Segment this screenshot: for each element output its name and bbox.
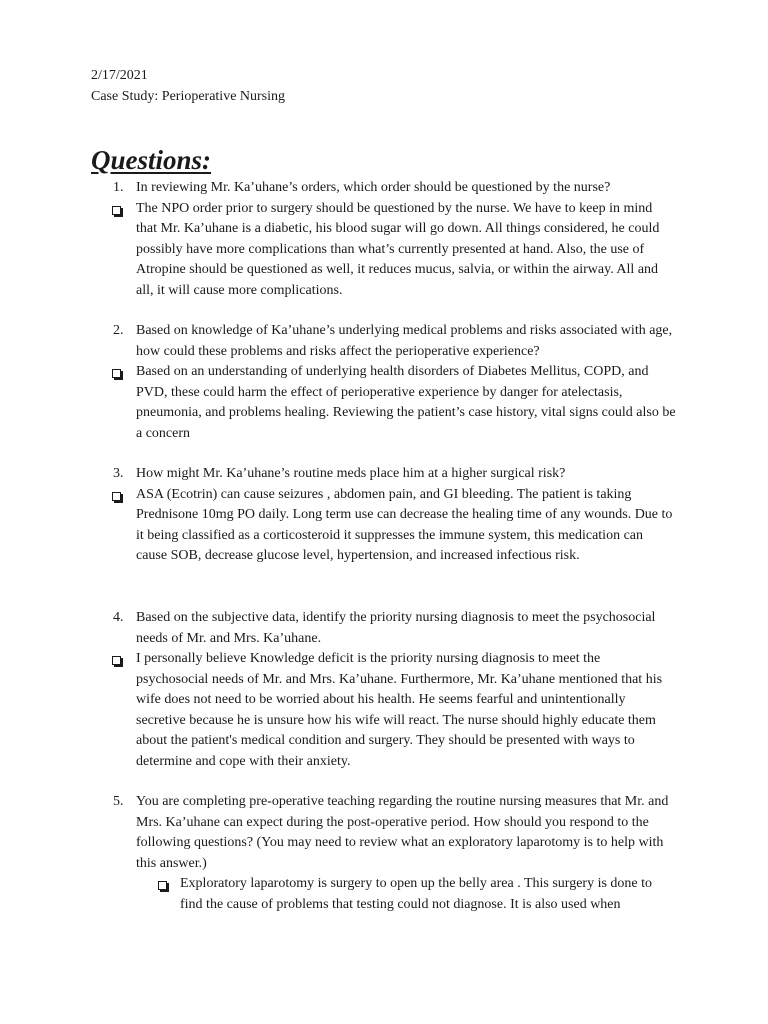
checkbox-bullet-icon: [112, 206, 121, 215]
answer-3: [0, 485, 768, 567]
document-title: Case Study: Perioperative Nursing: [91, 89, 286, 104]
checkbox-bullet-icon: [112, 492, 121, 501]
answer-text: Based on an understanding of underlying health disorders of Diabetes Mellitus, COPD, and PVD, these could harm the effect of perioperative experience by danger for atelectasis, pneumonia, and problems healing. Reviewing the patient’s case history, vital signs could also be a concern: [136, 364, 676, 441]
question-block-2: [0, 321, 768, 444]
question-2: [0, 321, 768, 362]
checkbox-bullet-icon: [112, 656, 121, 665]
question-text: You are completing pre-operative teaching regarding the routine nursing measures that Mr. and Mrs. Ka’uhane can expect during the post-operative period. How should you respond to the following questions? (You may need to review what an exploratory laparotomy is to help with this answer.): [136, 794, 669, 871]
question-number: 4.: [113, 610, 124, 625]
question-number: 5.: [113, 794, 124, 809]
answer-1: [0, 199, 768, 302]
checkbox-bullet-icon: [112, 369, 121, 378]
questions-heading: Questions:: [91, 145, 212, 175]
question-number: 1.: [113, 180, 124, 195]
answer-text: I personally believe Knowledge deficit is the priority nursing diagnosis to meet the psychosocial needs of Mr. and Mrs. Ka’uhane. Furthermore, Mr. Ka’uhane mentioned that his wife does not need to be worried about his health. He seems fearful and unintentionally secretive because he is unsure how his wife will react. The nurse should highly educate them about the patient's medical condition and surgery. They should be presented with ways to determine and cope with their anxiety.: [136, 651, 663, 769]
answer-5: [0, 874, 768, 915]
question-number: 3.: [113, 466, 124, 481]
checkbox-bullet-icon: [158, 881, 167, 890]
question-text: Based on the subjective data, identify the priority nursing diagnosis to meet the psychosocial needs of Mr. and Mrs. Ka’uhane.: [136, 610, 656, 646]
question-4: [0, 608, 768, 649]
question-block-1: [0, 178, 768, 301]
document-date: 2/17/2021: [91, 68, 148, 83]
question-block-5: [0, 792, 768, 915]
answer-4: [0, 649, 768, 772]
question-text: In reviewing Mr. Ka’uhane’s orders, which order should be questioned by the nurse?: [136, 180, 611, 195]
question-text: How might Mr. Ka’uhane’s routine meds place him at a higher surgical risk?: [136, 466, 566, 481]
answer-text: Exploratory laparotomy is surgery to open up the belly area . This surgery is done to find the cause of problems that testing could not diagnose. It is also used when: [180, 876, 653, 912]
answer-2: [0, 362, 768, 444]
question-number: 2.: [113, 323, 124, 338]
question-text: Based on knowledge of Ka’uhane’s underlying medical problems and risks associated with age, how could these problems and risks affect the perioperative experience?: [136, 323, 673, 359]
question-1: [0, 178, 768, 199]
answer-text: ASA (Ecotrin) can cause seizures , abdomen pain, and GI bleeding. The patient is taking Prednisone 10mg PO daily. Long term use can decrease the healing time of any wounds. Due to it being classified as a corticosteroid it suppresses the immune system, this medication can cause SOB, decrease glucose level, hypertension, and increased infectious risk.: [136, 486, 673, 563]
answer-text: The NPO order prior to surgery should be questioned by the nurse. We have to keep in mind that Mr. Ka’uhane is a diabetic, his blood sugar will go down. All things considered, he could possibly have more complications than what’s currently presented at hand. Also, the use of Atropine should be questioned as well, it reduces mucus, salvia, or within the airway. All and all, it will cause more complications.: [136, 200, 660, 298]
question-block-4: [0, 608, 768, 772]
question-3: [0, 464, 768, 485]
question-block-3: [0, 464, 768, 567]
question-5: [0, 792, 768, 874]
